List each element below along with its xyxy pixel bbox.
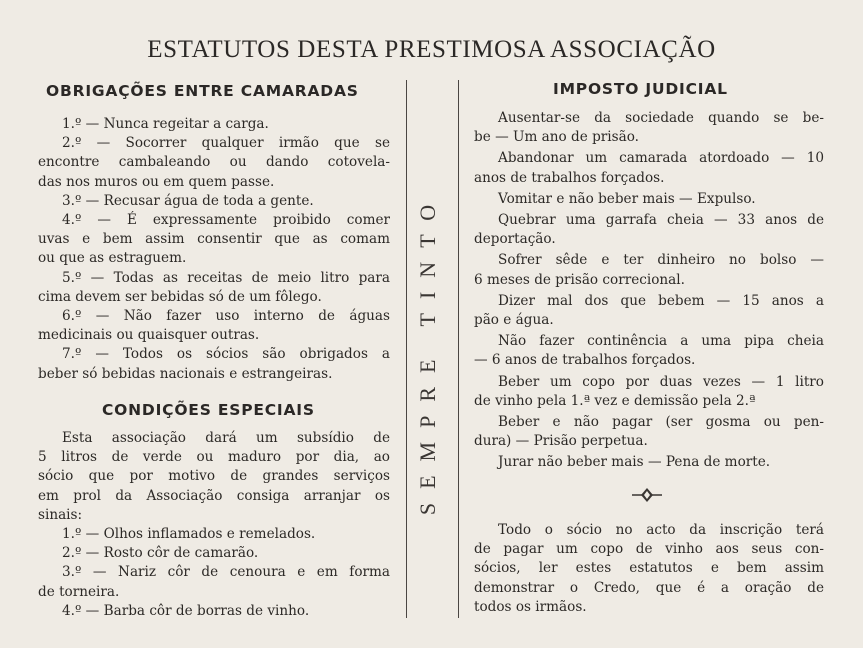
obligation-item-line: 7.º — Todos os sócios são obrigados a [62,346,390,363]
penalty-line: pão e água. [474,312,554,329]
penalty-item [474,211,824,249]
obligation-item-line: medicinais ou quaisquer outras. [38,327,260,344]
obligation-item-line: ou que as estraguem. [38,250,187,267]
obligation-item-line: uvas e bem assim consentir que as comam [38,231,390,248]
condition-item [38,563,390,601]
penalty-item [474,332,824,370]
penalty-line: Beber e não pagar (ser gosma ou pen- [498,414,824,431]
obligation-item [38,307,390,345]
obligation-item [38,211,390,269]
penalty-line: Abandonar um camarada atordoado — 10 [498,150,824,167]
closing-paragraph [474,521,824,617]
obligation-item-line: cima devem ser bebidas só de um fôlego. [38,288,322,305]
obligations-heading: OBRIGAÇÕES ENTRE CAMARADAS [46,82,359,100]
motto-text: SEMPRE TINTO [415,190,440,516]
obligations-list [38,115,390,384]
penalty-line: de vinho pela 1.ª vez e demissão pela 2.ª [474,392,756,409]
conditions-section [38,429,390,621]
conditions-intro-line: sinais: [38,506,83,523]
penalty-line: Ausentar-se da sociedade quando se be- [498,110,824,126]
penalty-item [474,453,824,472]
conditions-intro-line: em prol da Associação consiga arranjar os [38,487,390,504]
obligation-item-line: 1.º — Nunca regeitar a carga. [62,116,269,132]
penalty-line: Beber um copo por duas vezes — 1 litro [498,373,824,390]
penalty-line: Dizer mal dos que bebem — 15 anos a [498,292,824,309]
closing-line: demonstrar o Credo, que é a oração de [474,579,824,596]
closing-line: de pagar um copo de vinho aos seus con- [474,541,824,558]
condition-item [38,602,390,621]
penalty-line: be — Um ano de prisão. [474,129,639,146]
obligation-item-line: encontre cambaleando ou dando cotovela- [38,154,390,171]
closing-line: Todo o sócio no acto da inscrição terá [498,522,824,538]
obligation-item [38,192,390,211]
obligation-item [38,115,390,134]
condition-item-line: 1.º — Olhos inflamados e remelados. [62,526,316,543]
penalty-line: deportação. [474,231,556,248]
vertical-motto [408,170,448,530]
penalty-item [474,373,824,411]
penalty-line: — 6 anos de trabalhos forçados. [474,352,696,369]
penalty-line: Vomitar e não beber mais — Expulso. [498,190,756,207]
conditions-intro-line: Esta associação dará um subsídio de [62,430,390,446]
penalty-item [474,413,824,451]
obligation-item-line: 4.º — É expressamente proibido comer [62,212,390,229]
document-title: ESTATUTOS DESTA PRESTIMOSA ASSOCIAÇÃO [147,36,716,63]
obligation-item [38,345,390,383]
conditions-intro [38,429,390,525]
closing-line: todos os irmãos. [474,598,587,615]
condition-item-line: 4.º — Barba côr de borras de vinho. [62,602,310,619]
right-divider-line [458,80,459,618]
obligation-item-line: 3.º — Recusar água de toda a gente. [62,192,314,209]
obligation-item-line: das nos muros ou em quem passe. [38,173,275,190]
penalty-item [474,190,824,209]
conditions-list [38,525,390,621]
penalty-item [474,292,824,330]
penalty-item [474,149,824,187]
penalty-line: Não fazer continência a uma pipa cheia [498,333,824,350]
conditions-intro-line: sócio que por motivo de grandes serviços [38,468,390,485]
condition-item-line: 2.º — Rosto côr de camarão. [62,545,259,562]
penalty-line: Quebrar uma garrafa cheia — 33 anos de [498,212,824,229]
obligation-item-line: beber só bebidas nacionais e estrangeiras. [38,365,333,382]
penalty-line: anos de trabalhos forçados. [474,169,665,186]
penalty-item [474,109,824,147]
left-divider-line [406,80,407,618]
obligation-item-line: 6.º — Não fazer uso interno de águas [62,308,390,325]
conditions-intro-line: 5 litros de verde ou maduro por dia, ao [38,449,390,466]
judicial-tax-heading: IMPOSTO JUDICIAL [553,80,728,98]
ornament-icon [632,487,662,503]
condition-item-line: 3.º — Nariz côr de cenoura e em forma [62,564,390,581]
closing-line: sócios, ler estes estatutos e bem assim [474,560,824,577]
condition-item [38,544,390,563]
penalty-item [474,251,824,289]
obligation-item [38,134,390,192]
condition-item [38,525,390,544]
penalties-list [474,109,824,475]
penalty-line: 6 meses de prisão correcional. [474,271,685,288]
penalty-line: Sofrer sêde e ter dinheiro no bolso — [498,252,824,269]
obligation-item-line: 2.º — Socorrer qualquer irmão que se [62,135,390,152]
penalty-line: Jurar não beber mais — Pena de morte. [498,454,771,471]
condition-item-line: de torneira. [38,583,120,600]
conditions-heading: CONDIÇÕES ESPECIAIS [102,401,315,419]
obligation-item [38,269,390,307]
penalty-line: dura) — Prisão perpetua. [474,433,648,450]
obligation-item-line: 5.º — Todas as receitas de meio litro para [62,269,390,286]
